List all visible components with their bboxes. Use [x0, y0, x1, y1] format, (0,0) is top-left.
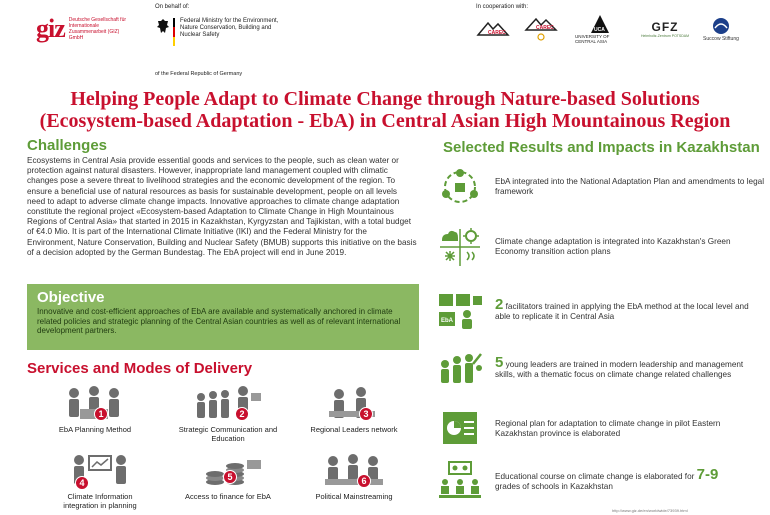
result-number: 7-9: [696, 466, 719, 483]
result-text: Educational course on climate change is elaborated for 7-9 grades of schools in Kazakhstan: [495, 466, 719, 491]
result-text: Regional plan for adaptation to climate change in pilot Eastern Kazakhstan province is elaborated: [495, 419, 721, 438]
climate-info-icon: [65, 452, 135, 492]
service-number-badge: 4: [75, 476, 89, 490]
service-number-badge: 6: [357, 474, 371, 488]
service-label: Strategic Communication and Education: [178, 425, 278, 443]
service-number-badge: 5: [223, 470, 237, 484]
result-item-green-economy: [437, 226, 767, 268]
on-behalf-label: On behalf of:: [155, 4, 190, 10]
federal-eagle-icon: [157, 18, 169, 34]
result-text: Climate change adaptation is integrated into Kazakhstan's Green Economy transition action plans: [495, 237, 731, 256]
leaders-meeting-icon: [319, 385, 389, 425]
service-item-leaders-network: [304, 385, 404, 435]
partner-logos: [476, 14, 753, 44]
services-heading: Services and Modes of Delivery: [27, 360, 253, 377]
giz-mark: giz: [36, 14, 65, 43]
svg-text:CAREC: CAREC: [488, 30, 506, 36]
result-number: 2: [495, 296, 504, 313]
result-item-regional-plan: [437, 408, 767, 450]
german-flag-icon: [173, 18, 175, 46]
carec-logo-1: [476, 19, 510, 39]
header: [0, 0, 770, 82]
svg-text:CAREC: CAREC: [536, 25, 554, 31]
uca-name: UNIVERSITY OF CENTRAL ASIA: [575, 34, 610, 44]
audience-icon: [193, 385, 263, 425]
title-line-2: (Ecosystem-based Adaptation - EbA) in Central Asian High Mountainous Region: [39, 110, 731, 132]
result-item-nap: [437, 166, 767, 208]
giz-logo: [36, 14, 127, 44]
uca-logo: [572, 14, 627, 44]
service-item-climate-info: [52, 452, 148, 510]
service-label: Regional Leaders network: [310, 425, 398, 434]
objective-heading: Objective: [37, 289, 105, 306]
results-heading: Selected Results and Impacts in Kazakhstan: [443, 139, 760, 156]
pie-report-icon: [437, 408, 483, 450]
mountain-icon: [476, 19, 510, 39]
succow-logo: [703, 17, 739, 42]
title-line-1: Helping People Adapt to Climate Change through Nature-based Solutions: [70, 88, 700, 110]
result-item-young-leaders: [437, 348, 767, 390]
result-text: 5 young leaders are trained in modern leadership and management skills, with a thematic focus on climate change related challenges: [495, 354, 744, 379]
carec-logo-2: [524, 16, 558, 42]
training-board-icon: [437, 290, 483, 332]
svg-text:UCA: UCA: [593, 27, 605, 33]
footer-url: http://www.giz.de/en/worldwide/73939.html: [612, 508, 688, 513]
mountain-sun-icon: [524, 16, 558, 42]
leaders-group-icon: [437, 348, 483, 390]
result-text: EbA integrated into the National Adaptation Plan and amendments to legal framework: [495, 177, 765, 196]
service-label: Access to finance for EbA: [185, 492, 271, 501]
service-label: Political Mainstreaming: [315, 492, 393, 501]
service-number-badge: 3: [359, 407, 373, 421]
service-item-political: [304, 452, 404, 502]
cooperation-label: In cooperation with:: [476, 4, 529, 10]
service-item-communication: [178, 385, 278, 443]
result-item-facilitators: [437, 290, 767, 332]
poster-title: [0, 88, 770, 132]
service-item-finance: [178, 452, 278, 502]
service-number-badge: 1: [94, 407, 108, 421]
challenges-text: Ecosystems in Central Asia provide essential goods and services to the people, such as clean water or protection against natural disasters. However, inappropriate land management coupled with climatic changes pose a severe threat to livelihood strategies and the economic development of the region. To ensure a beneficial use of natural resources as basis for sustainable development, people on all levels need to adapt to adverse climate change impacts. Innovative approaches to climate change adaptation constitute the regional project «Ecosystem-based Adaptation to Climate Change in High Mountainous Regions of Central Asia» that started in 2015 in Kazakhstan, Kyrgyzstan and Tajikistan, with a total budget of €4.0 Mio. It is part of the International Climate Initiative (IKI) and the Federal Ministry for the Environment, Nature Conservation, Building and Nuclear Safety (BMUB) supports this initiative on the basis of a decision adopted by the German Bundestag. The EbA project will end in June 2019.: [27, 156, 417, 257]
objective-text: Innovative and cost-efficient approaches of EbA are available and systematically anchored in climate related policies and strategic planning of the Central Asian countries as well as of relevant international development partners.: [37, 307, 401, 336]
service-label: EbA Planning Method: [58, 425, 132, 434]
republic-label: of the Federal Republic of Germany: [155, 71, 243, 77]
giz-full-name: Deutsche Gesellschaft für Internationale Zusammenarbeit (GIZ) GmbH: [68, 17, 127, 41]
gfz-mark: GFZ: [651, 20, 679, 34]
gfz-sub: Helmholtz-Zentrum POTSDAM: [641, 34, 690, 38]
ministry-block: [157, 18, 290, 46]
service-label: Climate Information integration in planning: [63, 492, 137, 510]
podium-meeting-icon: [319, 452, 389, 492]
result-number: 5: [495, 354, 504, 371]
classroom-icon: [437, 460, 483, 502]
ministry-name: Federal Ministry for the Environment, Nature Conservation, Building and Nuclear Safety: [180, 18, 279, 38]
result-text: 2 facilitators trained in applying the EbA method at the local level and able to replicate it in Central Asia: [495, 296, 749, 321]
service-number-badge: 2: [235, 407, 249, 421]
people-network-icon: [437, 166, 483, 208]
succow-name: Succow Stiftung: [703, 35, 739, 42]
challenges-heading: Challenges: [27, 137, 108, 154]
result-item-education: [437, 460, 767, 502]
svg-text:EbA: EbA: [441, 318, 453, 324]
climate-elements-icon: [437, 226, 483, 268]
planning-team-icon: [60, 385, 130, 425]
uca-emblem-icon: [590, 14, 610, 34]
objective-box: [27, 284, 419, 350]
service-item-eba-planning: [52, 385, 138, 435]
coins-icon: [193, 452, 263, 492]
succow-emblem-icon: [711, 17, 731, 35]
gfz-logo: [641, 20, 689, 38]
